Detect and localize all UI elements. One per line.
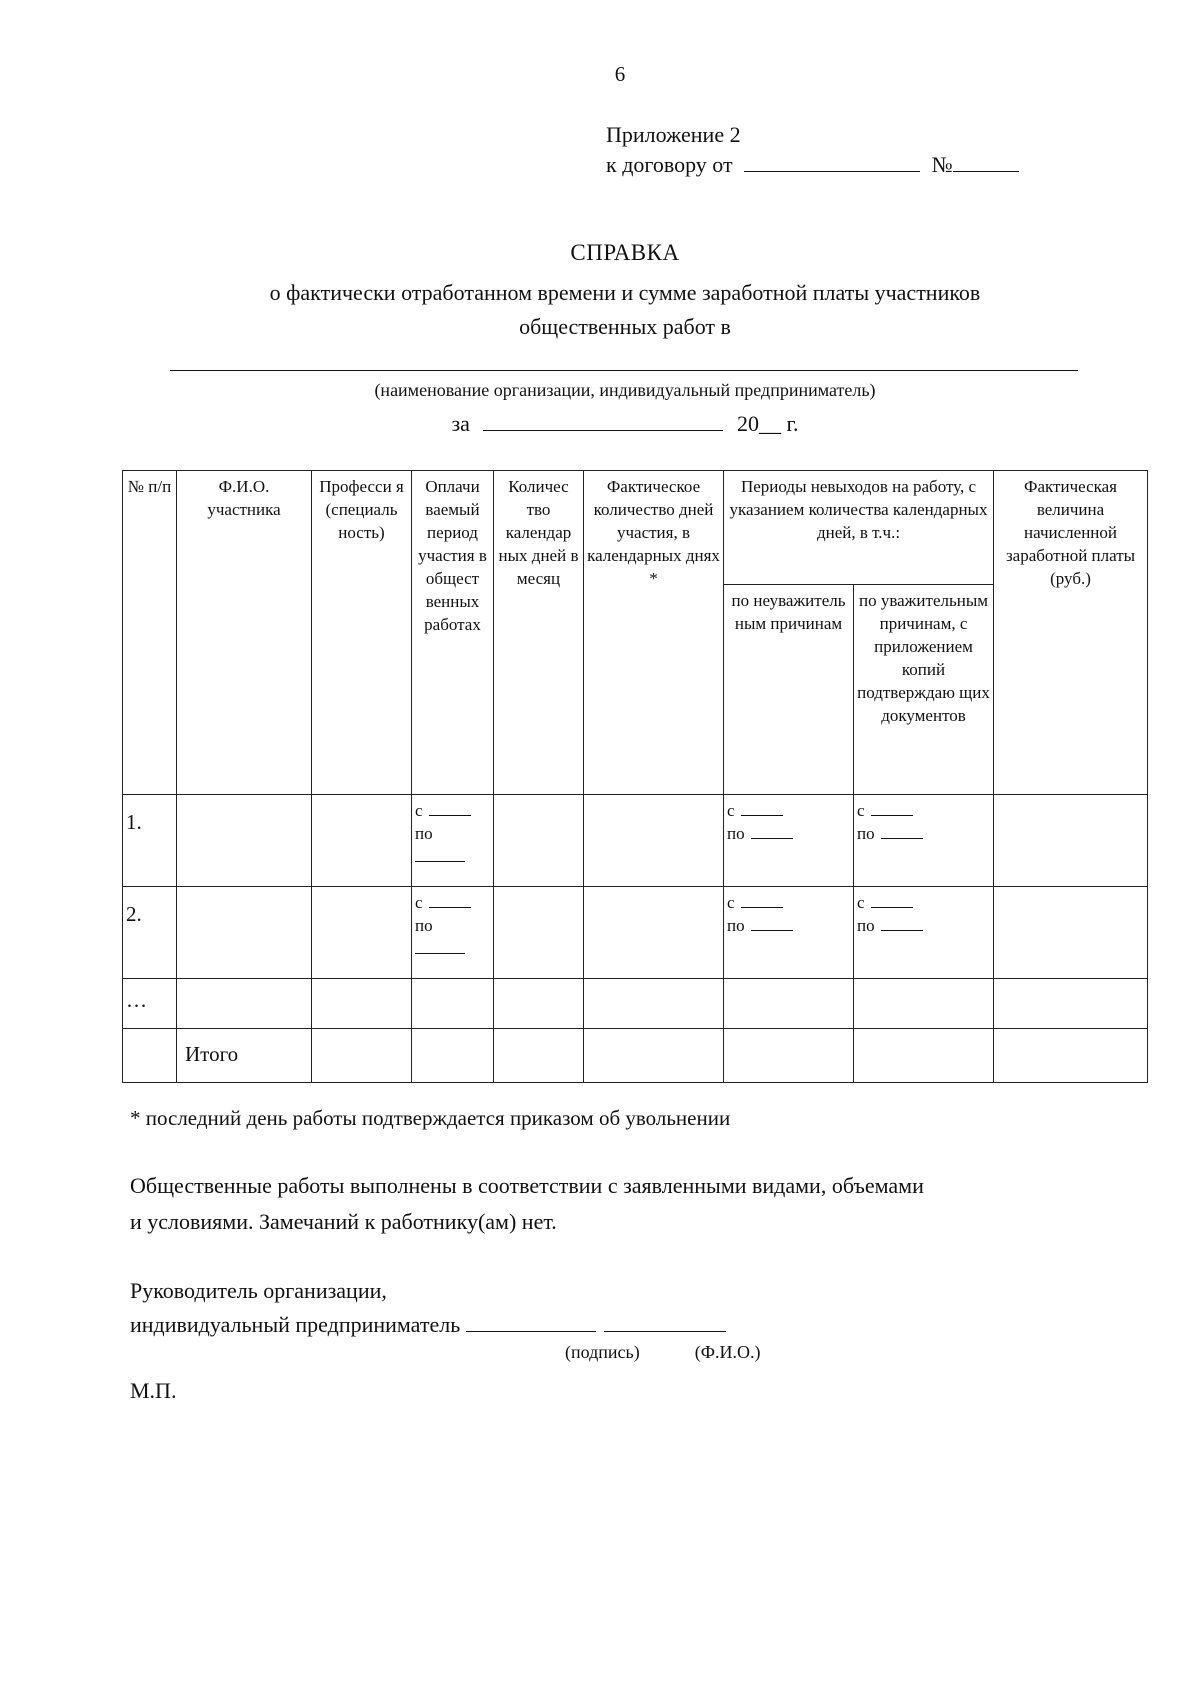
signature-label-line-1: Руководитель организации, [130,1278,387,1303]
caption-signature: (подпись) [565,1342,640,1362]
footnote: * последний день работы подтверждается приказом об увольнении [130,1106,731,1130]
header-salary: Фактическая величина начисленной заработной платы (руб.) [994,471,1148,795]
statement-paragraph [130,1168,1130,1240]
row-salary-cell [994,795,1148,887]
subtitle-line-1: о фактически отработанном времени и сумме заработной платы участников [269,280,981,305]
period-prefix: за [451,411,470,436]
row-salary-cell [994,887,1148,979]
row-profession-cell [312,887,412,979]
row-excused-cell: с по [854,887,994,979]
stamp-label: М.П. [130,1378,177,1403]
row-number: 2. [123,887,177,979]
contract-reference [606,150,1019,180]
row-actual-days-cell [584,887,724,979]
row-excused-cell: с по [854,795,994,887]
row-profession-cell [312,795,412,887]
header-actual-days: Фактическое количество дней участия, в календарных днях * [584,471,724,795]
organization-name-line [170,370,1078,371]
number-sign: № [931,152,953,177]
statement-line-1: Общественные работы выполнены в соответствии с заявленными видами, объемами [130,1173,924,1198]
organization-caption: (наименование организации, индивидуальный предприниматель) [374,380,876,400]
signature-blank [466,1311,596,1332]
header-calendar-days: Количес тво календар ных дней в месяц [494,471,584,795]
header-paid-period: Оплачи ваемый период участия в общест венных работах [412,471,494,795]
contract-date-blank [744,151,920,172]
header-num: № п/п [123,471,177,795]
caption-fio: (Ф.И.О.) [694,1342,761,1362]
signature-label-line-2: индивидуальный предприниматель [130,1308,726,1342]
report-table [122,470,1148,1083]
row-paid-period-cell: с по [412,887,494,979]
header-absences: Периоды невыходов на работу, с указанием количества календарных дней, в т.ч.: [724,471,994,585]
fio-blank [604,1311,726,1332]
header-profession: Професси я (специаль ность) [312,471,412,795]
total-label: Итого [177,1029,312,1083]
period-year: 20__ г. [736,411,799,436]
signature-captions [565,1342,760,1363]
contract-prefix: к договору от [606,152,733,177]
subtitle-line-2: общественных работ в [519,314,731,339]
appendix-block [606,120,1019,180]
header-fio: Ф.И.О. участника [177,471,312,795]
report-period [0,410,1200,437]
row-paid-period-cell: с по [412,795,494,887]
ellipsis-cell: … [123,979,177,1029]
page-number: 6 [614,62,626,86]
row-calendar-days-cell [494,795,584,887]
row-fio-cell [177,887,312,979]
contract-number-blank [953,151,1019,172]
signature-block [130,1274,726,1342]
header-absence-unexcused: по неуважитель ным причинам [724,585,854,795]
row-calendar-days-cell [494,887,584,979]
row-unexcused-cell: с по [724,795,854,887]
table-row-total [123,1029,1148,1083]
table-row [123,887,1148,979]
row-number: 1. [123,795,177,887]
statement-line-2: и условиями. Замечаний к работнику(ам) нет. [130,1209,557,1234]
table-row-ellipsis [123,979,1148,1029]
appendix-title: Приложение 2 [606,122,741,147]
header-absence-excused: по уважительным причинам, с приложением копий подтверждаю щих документов [854,585,994,795]
table-row [123,795,1148,887]
document-title: СПРАВКА [570,240,680,265]
row-unexcused-cell: с по [724,887,854,979]
row-actual-days-cell [584,795,724,887]
period-blank [483,410,723,431]
row-fio-cell [177,795,312,887]
document-subtitle [0,276,1200,344]
